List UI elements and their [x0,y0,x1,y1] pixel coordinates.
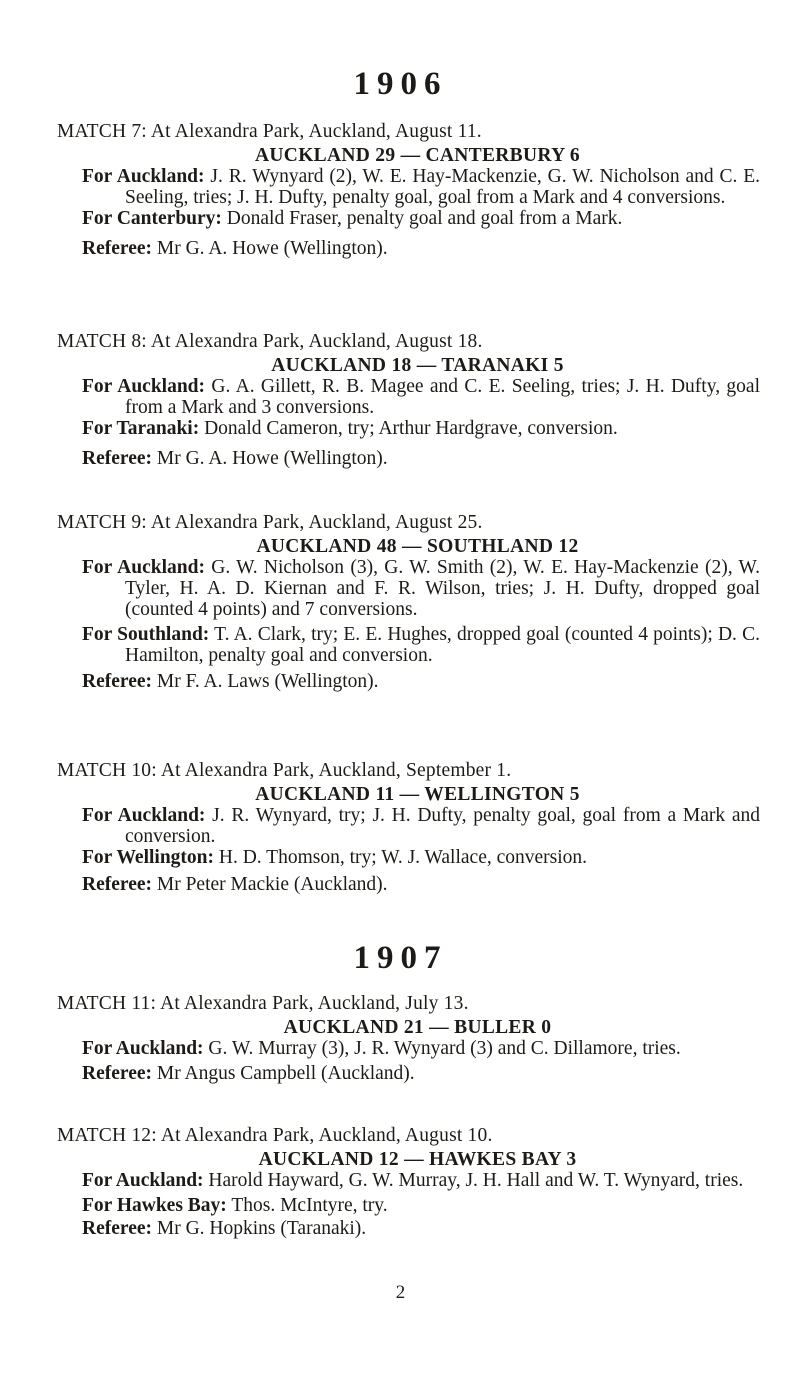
scorers-text: J. R. Wynyard, try; J. H. Dufty, penalty goal, goal from a Mark and conversion. [125,805,760,847]
year-heading-1906: 1906 [353,66,448,102]
match-heading: MATCH 12: At Alexandra Park, Auckland, August 10. [57,1125,493,1146]
match-score: AUCKLAND 21 — BULLER 0 [283,1017,552,1038]
match-heading: MATCH 9: At Alexandra Park, Auckland, August 25. [57,512,483,533]
match-score: AUCKLAND 29 — CANTERBURY 6 [255,145,580,166]
scorers-text: H. D. Thomson, try; W. J. Wallace, conversion. [214,847,588,868]
referee-name: Mr G. Hopkins (Taranaki). [152,1218,367,1239]
page-number: 2 [395,1282,406,1303]
team-label: For Auckland: [82,1038,204,1059]
team-label: For Auckland: [82,166,205,187]
referee-line [82,1218,801,1239]
team-label: For Auckland: [82,376,206,397]
referee-line [82,448,801,469]
match-score: AUCKLAND 12 — HAWKES BAY 3 [258,1149,577,1170]
scorers-text: Harold Hayward, G. W. Murray, J. H. Hall and W. T. Wynyard, tries. [203,1170,744,1191]
scorers-text: G. A. Gillett, R. B. Magee and C. E. Seeling, tries; J. H. Dufty, goal from a Mark and 3 conversions. [125,376,760,418]
match-10 [0,760,801,895]
match-7 [0,121,801,259]
match-heading: MATCH 7: At Alexandra Park, Auckland, August 11. [57,121,482,142]
match-heading: MATCH 11: At Alexandra Park, Auckland, July 13. [57,993,469,1014]
scorers-entry [82,557,760,620]
referee-line [82,238,801,259]
match-9 [0,512,801,692]
scorers-text: G. W. Murray (3), J. R. Wynyard (3) and C. Dillamore, tries. [203,1038,681,1059]
referee-line [82,874,801,895]
referee-label: Referee: [82,1063,152,1084]
scorers-entry [82,208,760,229]
scorers-entry [82,376,760,418]
referee-label: Referee: [82,238,152,259]
team-label: For Taranaki: [82,418,200,439]
year-heading-1907: 1907 [353,940,448,976]
scorers-entry [82,805,760,847]
scorers-entry [82,847,760,868]
team-label: For Wellington: [82,847,214,868]
scorers-entry [82,418,760,439]
referee-name: Mr Angus Campbell (Auckland). [152,1063,415,1084]
referee-label: Referee: [82,1218,152,1239]
team-label: For Southland: [82,624,210,645]
referee-label: Referee: [82,874,152,895]
match-11 [0,993,801,1084]
match-score: AUCKLAND 18 — TARANAKI 5 [271,355,564,376]
scorers-text: Donald Fraser, penalty goal and goal from a Mark. [221,208,623,229]
scorers-entry [82,1170,760,1191]
referee-name: Mr G. A. Howe (Wellington). [152,448,388,469]
scorers-text: J. R. Wynyard (2), W. E. Hay-Mackenzie, G. W. Nicholson and C. E. Seeling, tries; J. H. Dufty, penalty goal, goal from a Mark and 4 conversions. [125,166,760,208]
referee-name: Mr F. A. Laws (Wellington). [152,671,379,692]
team-label: For Auckland: [82,557,205,578]
scorers-text: G. W. Nicholson (3), G. W. Smith (2), W. E. Hay-Mackenzie (2), W. Tyler, H. A. D. Kiernan and F. R. Wilson, tries; J. H. Dufty, dropped goal (counted 4 points) and 7 conversions. [125,557,760,620]
scorers-text: Thos. McIntyre, try. [226,1195,388,1216]
scorers-entry [82,624,760,666]
referee-name: Mr G. A. Howe (Wellington). [152,238,388,259]
match-score: AUCKLAND 48 — SOUTHLAND 12 [256,536,579,557]
scorers-text: Donald Cameron, try; Arthur Hardgrave, conversion. [199,418,618,439]
match-8 [0,331,801,469]
team-label: For Canterbury: [82,208,222,229]
team-label: For Auckland: [82,805,206,826]
match-score: AUCKLAND 11 — WELLINGTON 5 [255,784,580,805]
referee-name: Mr Peter Mackie (Auckland). [152,874,388,895]
team-label: For Hawkes Bay: [82,1195,227,1216]
referee-label: Referee: [82,448,152,469]
match-heading: MATCH 10: At Alexandra Park, Auckland, September 1. [57,760,512,781]
scorers-text: T. A. Clark, try; E. E. Hughes, dropped goal (counted 4 points); D. C. Hamilton, penalty goal and conversion. [125,624,760,666]
scorers-entry [82,1195,760,1216]
match-heading: MATCH 8: At Alexandra Park, Auckland, August 18. [57,331,483,352]
match-12 [0,1125,801,1239]
team-label: For Auckland: [82,1170,204,1191]
referee-label: Referee: [82,671,152,692]
referee-line [82,671,801,692]
scorers-entry [82,166,760,208]
scorers-entry [82,1038,760,1059]
referee-line [82,1063,801,1084]
